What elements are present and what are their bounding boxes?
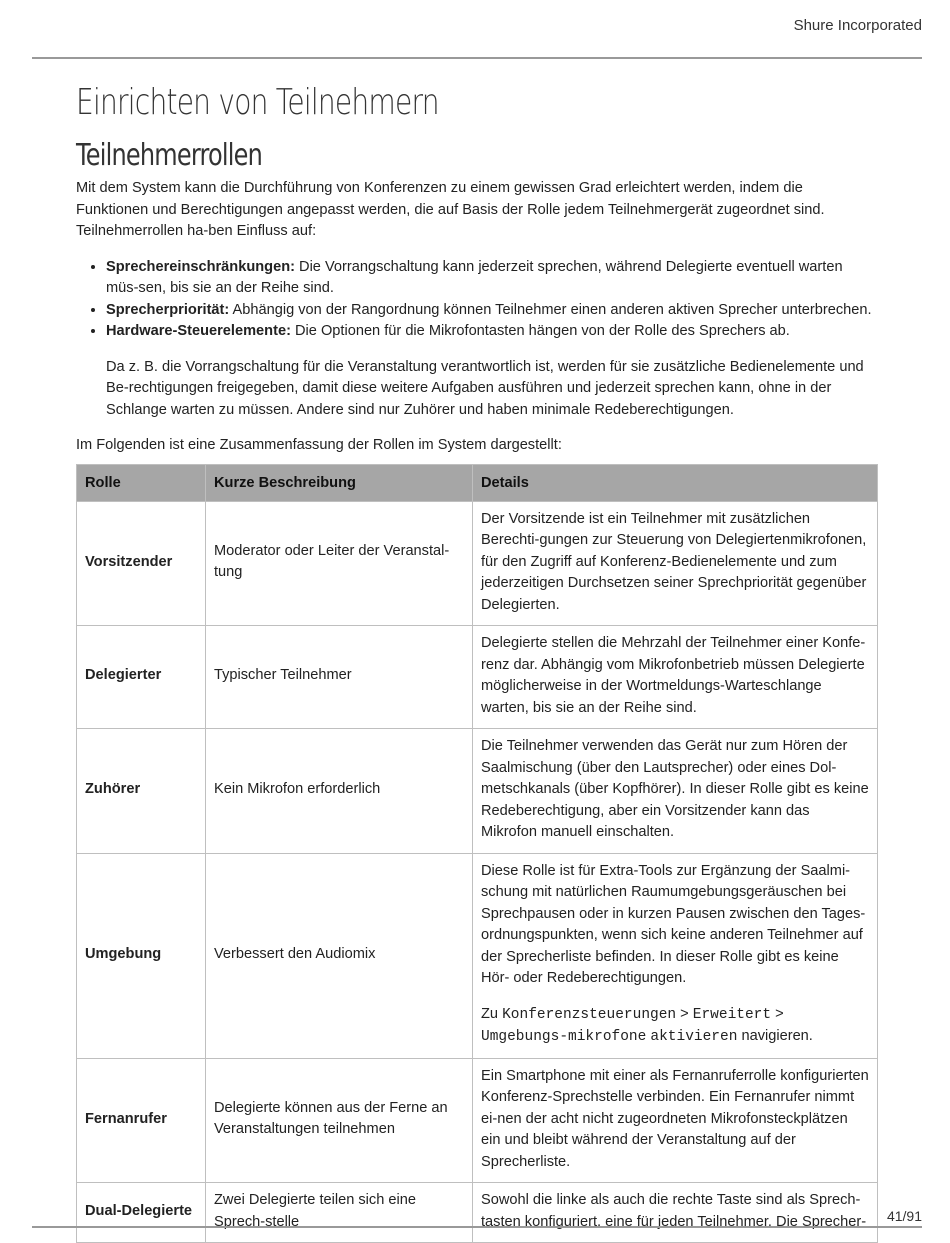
footer-divider [32,1226,922,1228]
page-title: Einrichten von Teilnehmern [76,78,702,128]
nav-step: Konferenzsteuerungen [502,1007,676,1023]
nav-separator: > [771,1006,784,1022]
table-row [77,853,878,1058]
bullet-text: Die Vorrangschaltung kann jederzeit sprechen, während Delegierte eventuell warten müs-sen, bis sie an der Reihe sind. [106,259,843,297]
bullet-text: Abhängig von der Rangordnung können Teilnehmer einen anderen aktiven Sprecher unterbrechen. [229,302,871,318]
table-row [77,626,878,729]
description-cell: Zwei Delegierte teilen sich eine Sprech-stelle [206,1183,473,1243]
header-details: Details [473,464,878,501]
summary-paragraph: Im Folgenden ist eine Zusammenfassung der Rollen im System dargestellt: [76,435,878,457]
table-row [77,501,878,626]
description-cell: Delegierte können aus der Ferne an Veranstaltungen teilnehmen [206,1058,473,1183]
role-cell: Umgebung [77,853,206,1058]
description-cell: Kein Mikrofon erforderlich [206,729,473,854]
table-header-row [77,464,878,501]
role-cell: Dual-Delegierte [77,1183,206,1243]
header-description: Kurze Beschreibung [206,464,473,501]
bullet-term: Sprechereinschränkungen: [106,259,295,275]
page-number: 41/91 [887,1208,922,1224]
intro-paragraph: Mit dem System kann die Durchführung von Konferenzen zu einem gewissen Grad erleichtert werden, indem die Funktionen und Berechtigungen angepasst werden, die auf Basis der Rolle jedem Teilnehmergerät zugeordnet sind. Teilnehmerrollen ha-ben Einfluss auf: [76,178,878,243]
list-item [106,321,878,343]
bullet-text: Die Optionen für die Mikrofontasten hängen von der Rolle des Sprechers ab. [291,323,790,339]
description-cell: Typischer Teilnehmer [206,626,473,729]
description-cell: Verbessert den Audiomix [206,853,473,1058]
details-cell: Die Teilnehmer verwenden das Gerät nur zum Hören der Saalmischung (über den Lautsprecher) oder eines Dol-metschkanals (über Kopfhörer). In dieser Rolle gibt es keine Redeberechtigung, aber ein Vorsitzender kann das Mikrofon manuell einschalten. [473,729,878,854]
nav-prefix: Zu [481,1006,502,1022]
bullet-term: Sprecherpriorität: [106,302,229,318]
nav-step: aktivieren [650,1029,737,1045]
navigation-path [481,1004,869,1049]
roles-table [76,464,878,1243]
details-cell: Ein Smartphone mit einer als Fernanruferrolle konfigurierten Konferenz-Sprechstelle verbinden. Ein Fernanrufer nimmt ei-nen der acht nicht zugeordneten Mikrofonsteckplätzen ein und bleibt während der Veranstaltung auf der Sprecherliste. [473,1058,878,1183]
role-cell: Zuhörer [77,729,206,854]
details-cell: Der Vorsitzende ist ein Teilnehmer mit zusätzlichen Berechti-gungen zur Steuerung von Delegiertenmikrofonen, für den Zugriff auf Konferenz-Bedienelemente und zum jederzeitigen Durchsetzen seiner Sprechpriorität gegenüber Delegierten. [473,501,878,626]
nav-step: Erweitert [693,1007,771,1023]
header-role: Rolle [77,464,206,501]
nav-separator: > [676,1006,693,1022]
bullet-list [76,257,878,343]
details-cell [473,853,878,1058]
page-content [76,78,878,1197]
list-item [106,257,878,300]
example-paragraph: Da z. B. die Vorrangschaltung für die Veranstaltung verantwortlich ist, werden für sie zusätzliche Bedienelemente und Be-rechtigungen freigegeben, damit diese weitere Aufgaben ausführen und jederzeit sprechen kann, ohne in der Schlange warten zu müssen. Andere sind nur Zuhörer und haben minimale Redeberechtigungen. [106,357,878,422]
table-row [77,1183,878,1243]
role-cell: Vorsitzender [77,501,206,626]
header-divider [32,57,922,59]
details-text: Diese Rolle ist für Extra-Tools zur Ergänzung der Saalmi-schung mit natürlichen Raumumgebungsgeräuschen bei Sprechpausen oder in kurzen Pausen zwischen den Tages-ordnungspunkten, wenn sich keine anderen Teilnehmer auf der Sprecherliste befinden. In dieser Rolle gibt es keine Hör- oder Redeberechtigungen. [481,861,869,990]
table-container [76,464,878,1197]
description-cell: Moderator oder Leiter der Veranstal-tung [206,501,473,626]
company-name: Shure Incorporated [794,17,922,34]
table-row [77,729,878,854]
role-cell: Delegierter [77,626,206,729]
role-cell: Fernanrufer [77,1058,206,1183]
nav-step: Umgebungs-mikrofone [481,1029,646,1045]
list-item [106,300,878,322]
details-cell: Delegierte stellen die Mehrzahl der Teilnehmer einer Konfe-renz dar. Abhängig vom Mikrofonbetrieb müssen Delegierte möglicherweise in der Wortmeldungs-Warteschlange warten, bis sie an der Reihe sind. [473,626,878,729]
bullet-term: Hardware-Steuerelemente: [106,323,291,339]
table-row [77,1058,878,1183]
section-title: Teilnehmerrollen [76,136,718,176]
nav-suffix: navigieren. [737,1028,812,1044]
details-cell: Sowohl die linke als auch die rechte Taste sind als Sprech-tasten konfiguriert, eine für jeden Teilnehmer. Die Sprecher- [473,1183,878,1243]
